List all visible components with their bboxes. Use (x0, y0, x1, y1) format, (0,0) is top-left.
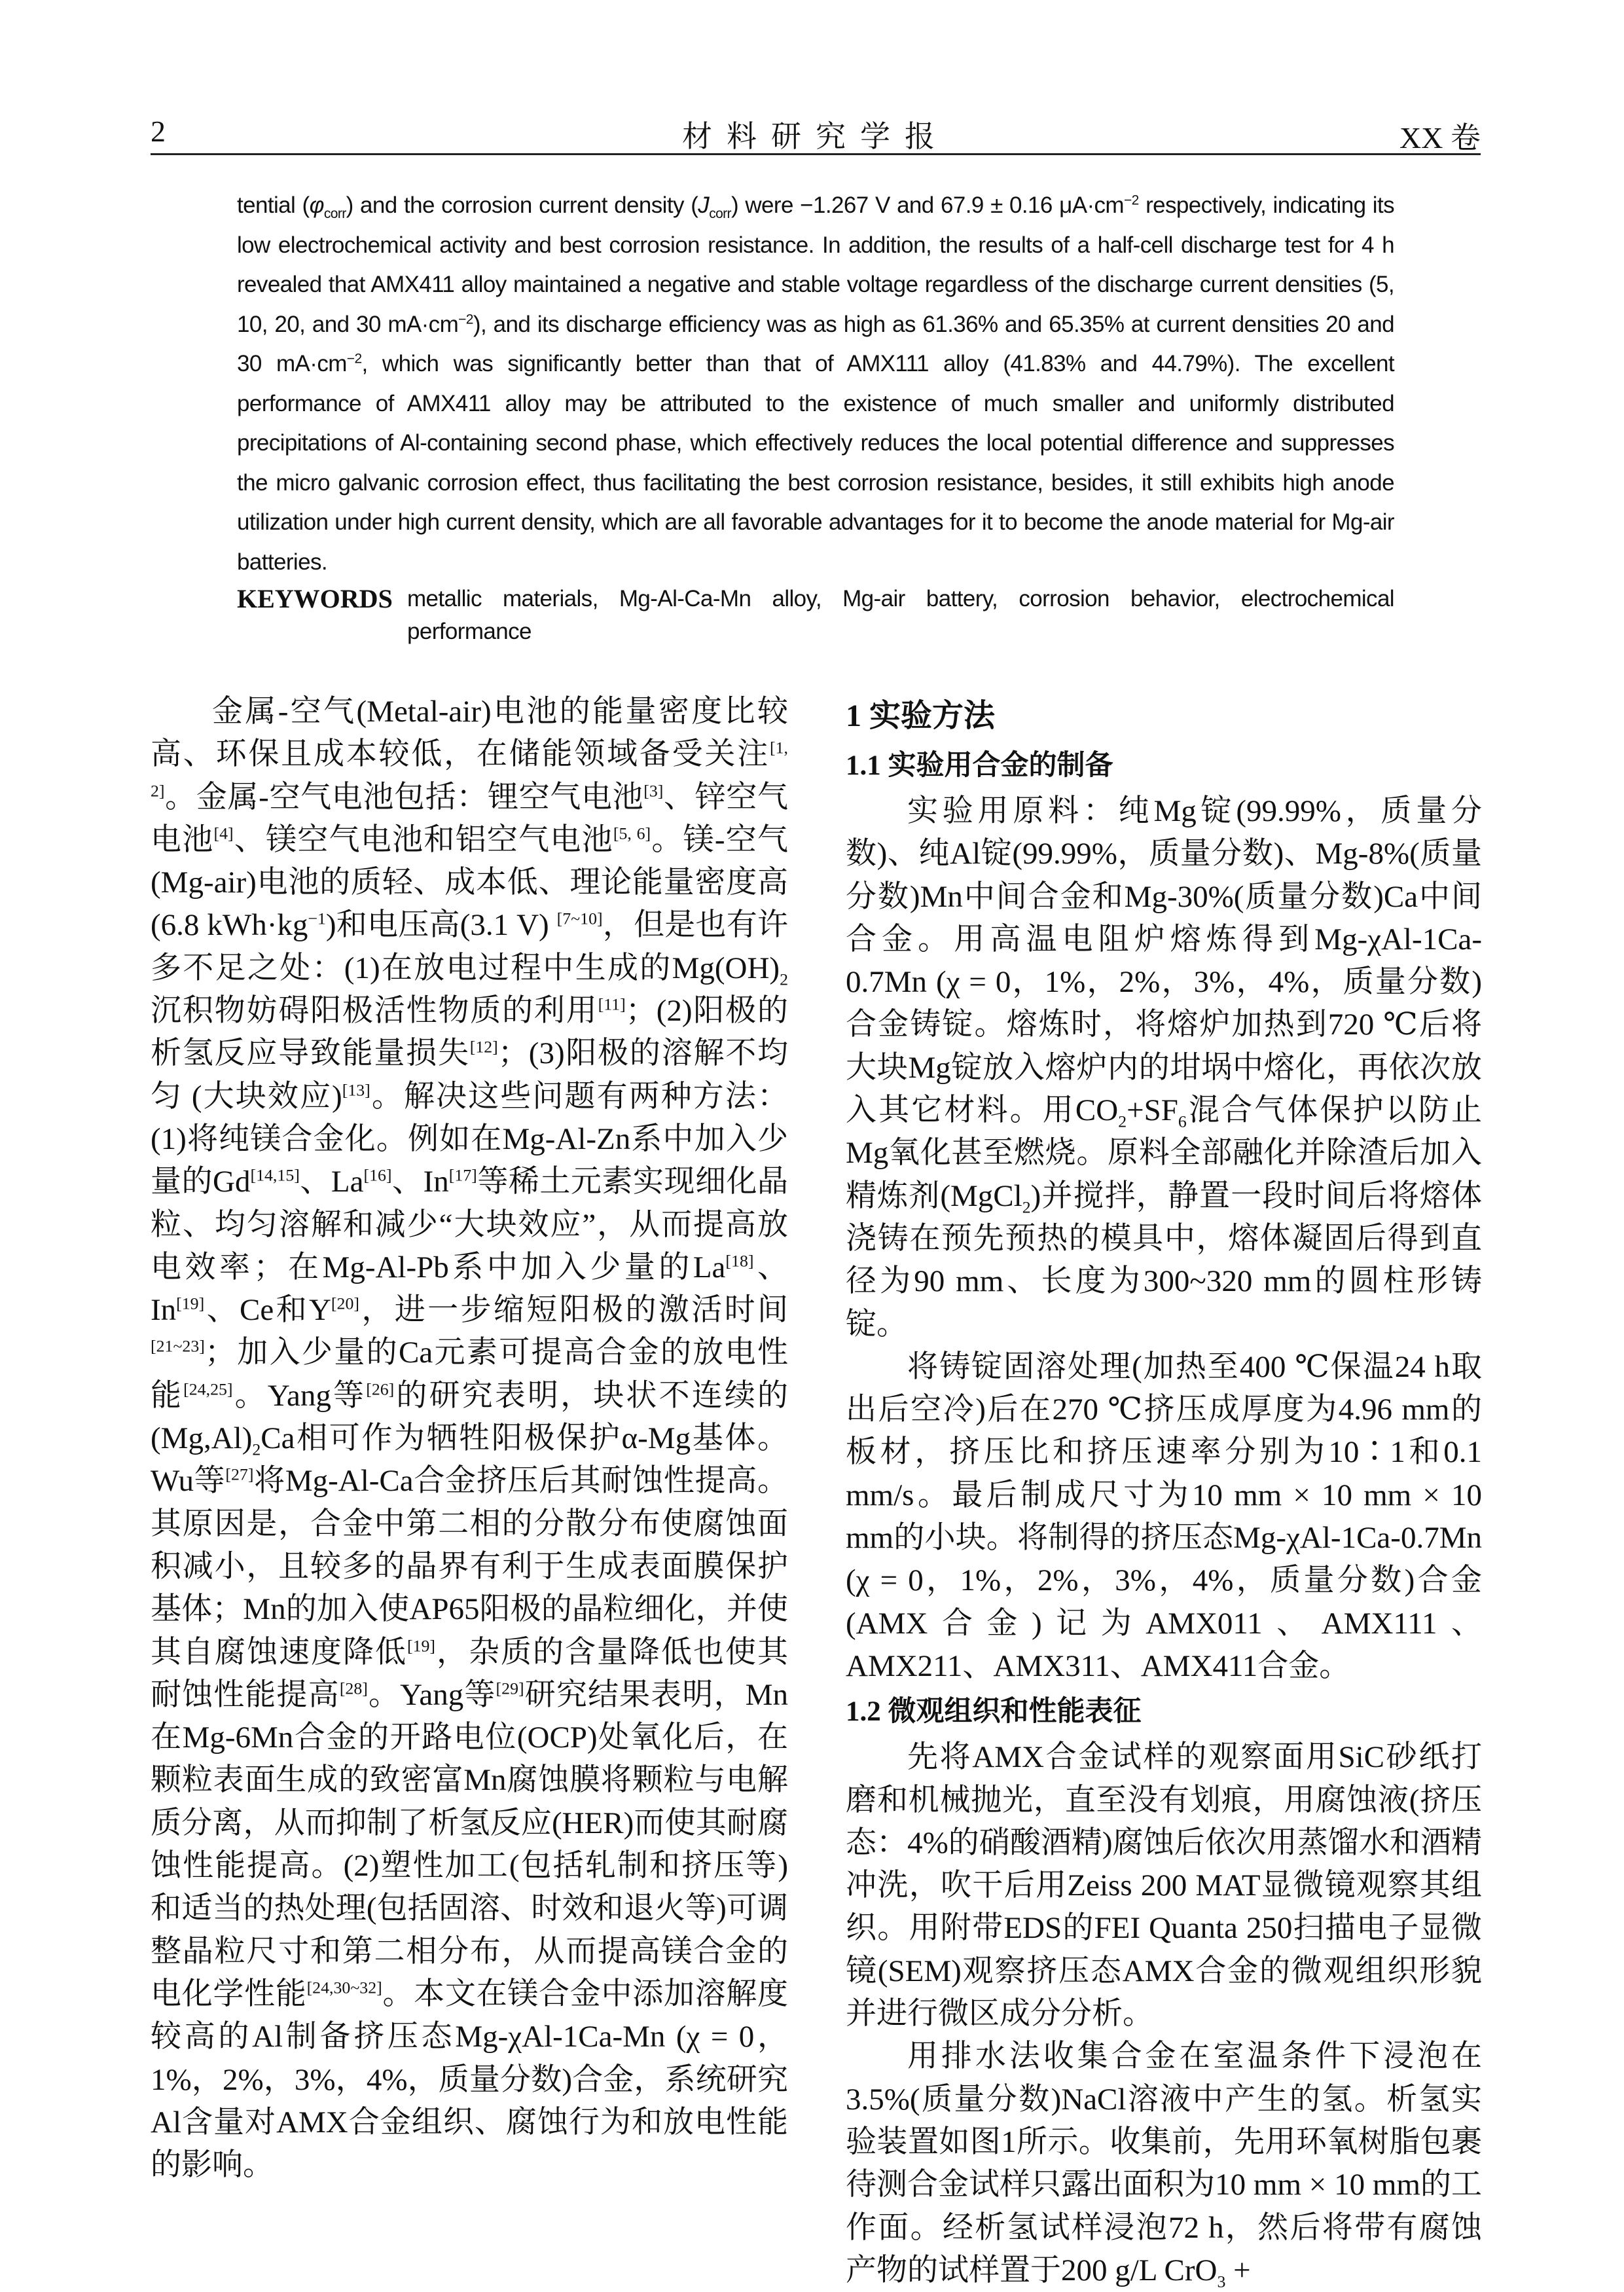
italic-symbol: J (698, 192, 710, 218)
text-run: ), and its discharge efficiency was as high as 61.36% and 65.35% at current densities 20 and 30 mA·cm (237, 311, 1394, 376)
superscript: −2 (346, 351, 362, 367)
text-run: 。解决这些问题有两种方法：(1)将纯镁合金化。例如在Mg-Al-Zn系中加入少量的Gd (151, 1079, 788, 1199)
page-number: 2 (151, 115, 166, 148)
superscript: [21~23] (151, 1336, 205, 1356)
subscript: 2 (780, 970, 788, 989)
volume-label: XX 卷 (1399, 121, 1481, 155)
text-run: Ca相可作为牺牲阳极保护α-Mg基体。Wu等 (151, 1421, 788, 1499)
text-run: )并搅拌，静置一段时间后将熔体浇铸在预先预热的模具中，熔体凝固后得到直径为90 mm、长度为300~320 mm的圆柱形铸锭。 (846, 1178, 1482, 1341)
text-run: respectively, indicating its low electrochemical activity and best corrosion resistance. In addition, the results of a half-cell discharge test for 4 h revealed that AMX411 alloy maintained a negative and stable voltage regardless of the discharge current densities (5, 10, 20, and 30 mA·cm (237, 192, 1394, 337)
paragraph (846, 2035, 1482, 2292)
superscript: [19] (406, 1635, 436, 1655)
text-run: ，进一步缩短阳极的激活时间 (359, 1293, 789, 1328)
subsection-heading: 1.1 实验用合金的制备 (846, 750, 1113, 781)
text-run: 混合气体保护以防止Mg氧化甚至燃烧。原料全部融化并除渣后加入精炼剂(MgCl (846, 1093, 1483, 1213)
text-run: ，但是也有许多不足之处：(1)在放电过程中生成的Mg(OH) (151, 908, 788, 985)
abstract-text (237, 186, 1394, 582)
superscript: [27] (225, 1464, 254, 1484)
keywords (237, 583, 1394, 648)
subscript: corr (323, 206, 346, 221)
text-run: +SF (1127, 1093, 1178, 1128)
text-run: 、In (151, 1250, 788, 1328)
superscript: [7~10] (556, 909, 603, 928)
superscript: [29] (496, 1679, 524, 1698)
text-run: ，杂质的含量降低也使其耐蚀性能提高 (151, 1635, 789, 1712)
text-run: ；加入少量的Ca元素可提高合金的放电性能 (151, 1336, 788, 1413)
text-run: 、锌空气电池 (151, 780, 788, 857)
superscript: [24,30~32] (306, 1978, 382, 1997)
text-run: 、In (391, 1165, 449, 1199)
superscript: [18] (725, 1251, 754, 1271)
text-run: 用排水法收集合金在室温条件下浸泡在3.5%(质量分数)NaCl溶液中产生的氢。析氢实验装置如图1所示。收集前，先用环氧树脂包裹待测合金试样只露出面积为10 mm × 10 mm的工作面。经析氢试样浸泡72 h，然后将带有腐蚀产物的试样置于200 g/L CrO (846, 2039, 1482, 2287)
text-run: 、镁空气电池和铝空气电池 (233, 822, 613, 857)
text-run: ；(3)阳极的溶解不均匀 (大块效应) (151, 1036, 789, 1114)
keywords-label: KEYWORDS (237, 584, 393, 613)
superscript: −2 (1123, 192, 1139, 208)
subscript: 2 (252, 1440, 261, 1459)
right-column (846, 691, 1482, 2292)
left-column (151, 691, 788, 2187)
paragraph (151, 691, 788, 2187)
subsection-heading: 1.2 微观组织和性能表征 (846, 1696, 1142, 1728)
text-run: 研究结果表明，Mn在Mg-6Mn合金的开路电位(OCP)处氧化后，在颗粒表面生成的致密富Mn腐蚀膜将颗粒与电解质分离，从而抑制了析氢反应(HER)而使其耐腐蚀性能提高。(2)塑性加工(包括轧制和挤压等)和适当的热处理(包括固溶、时效和退火等)可调整晶粒尺寸和第二相分布，从而提高镁合金的电化学性能 (151, 1677, 788, 2011)
paragraph (846, 1346, 1482, 1688)
superscript: −1 (308, 909, 326, 928)
text-run: 实验用原料：纯Mg锭(99.99%，质量分数)、纯Al锭(99.99%，质量分数)、Mg-8%(质量分数)Mn中间合金和Mg-30%(质量分数)Ca中间合金。用高温电阻炉熔炼得到Mg-χAl-1Ca-0.7Mn (χ = 0，1%，2%，3%，4%，质量分数)合金铸锭。熔炼时，将熔炉加热到720 ℃后将大块Mg锭放入熔炉内的坩埚中熔化，再依次放入其它材料。用CO (846, 794, 1482, 1128)
text-run: tential ( (237, 192, 310, 218)
text-run: ) and the corrosion current density ( (346, 192, 698, 218)
subscript: corr (709, 206, 731, 221)
paragraph (846, 790, 1482, 1346)
abstract (237, 186, 1394, 582)
superscript: [17] (448, 1165, 477, 1185)
superscript: [5, 6] (613, 824, 651, 843)
subscript: 6 (1178, 1112, 1187, 1131)
paragraph (846, 1736, 1482, 2035)
subscript: 2 (1118, 1112, 1127, 1131)
journal-title: 材料研究学报 (682, 120, 949, 153)
superscript: [20] (331, 1294, 359, 1313)
superscript: [28] (339, 1679, 368, 1698)
running-header (151, 110, 1481, 155)
text-run: 将Mg-Al-Ca合金挤压后其耐蚀性提高。其原因是，合金中第二相的分散分布使腐蚀面积减小，且较多的晶界有利于生成表面膜保护基体；Mn的加入使AP65阳极的晶粒细化，并使其自腐蚀速度降低 (151, 1464, 788, 1669)
subscript: 3 (1217, 2272, 1226, 2291)
text-run: 等稀土元素实现细化晶粒、均匀溶解和减少“大块效应”，从而提高放电效率；在Mg-Al-Pb系中加入少量的La (151, 1165, 788, 1284)
superscript: [16] (363, 1165, 392, 1185)
text-run: 沉积物妨碍阳极活性物质的利用 (151, 994, 598, 1028)
italic-symbol: φ (309, 192, 324, 218)
superscript: [11] (598, 994, 626, 1014)
text-run: 、La (299, 1165, 364, 1199)
text-run: 。Yang等 (232, 1378, 367, 1413)
subscript: 2 (1022, 1197, 1031, 1217)
text-run: 金属-空气(Metal-air)电池的能量密度比较高、环保且成本较低，在储能领域备受关注 (151, 695, 788, 772)
keywords-text: metallic materials, Mg-Al-Ca-Mn alloy, Mg-air battery, corrosion behavior, electrochemical performance (407, 586, 1394, 644)
text-run: 。Yang等 (367, 1677, 496, 1712)
text-run: + (1225, 2253, 1251, 2287)
text-run: )和电压高(3.1 V) (325, 908, 557, 943)
text-run: 的研究表明，块状不连续的(Mg,Al) (151, 1378, 789, 1456)
text-run: 。金属-空气电池包括：锂空气电池 (164, 780, 644, 814)
superscript: [4] (213, 824, 234, 843)
superscript: [1, 2] (151, 738, 788, 800)
superscript: [24,25] (183, 1379, 233, 1399)
superscript: [14,15] (250, 1165, 300, 1185)
text-run: ) were −1.267 V and 67.9 ± 0.16 μA·cm (731, 192, 1124, 218)
text-run: 。镁-空气(Mg-air)电池的质轻、成本低、理论能量密度高(6.8 kWh·kg (151, 822, 789, 943)
superscript: [19] (176, 1294, 205, 1313)
text-run: 先将AMX合金试样的观察面用SiC砂纸打磨和机械抛光，直至没有划痕，用腐蚀液(挤压态：4%的硝酸酒精)腐蚀后依次用蒸馏水和酒精冲洗，吹干后用Zeiss 200 MAT显微镜观察其组织。用附带EDS的FEI Quanta 250扫描电子显微镜(SEM)观察挤压态AMX合金的微观组织形貌并进行微区成分分析。 (846, 1740, 1482, 2031)
text-run: 、Ce和Y (204, 1293, 331, 1328)
superscript: [13] (342, 1080, 370, 1100)
superscript: [26] (366, 1379, 395, 1399)
text-run: 。本文在镁合金中添加溶解度较高的Al制备挤压态Mg-χAl-1Ca-Mn (χ = 0，1%，2%，3%，4%，质量分数)合金，系统研究Al含量对AMX合金组织、腐蚀行为和放电性能的影响。 (151, 1976, 789, 2183)
superscript: [3] (643, 780, 664, 800)
section-heading: 1 实验方法 (846, 699, 996, 733)
text-run: , which was significantly better than that of AMX111 alloy (41.83% and 44.79%). The excellent performance of AMX411 alloy may be attributed to the existence of much smaller and uniformly distributed precipitations of Al-containing second phase, which effectively reduces the local potential difference and suppresses the micro galvanic corrosion effect, thus facilitating the best corrosion resistance, besides, it still exhibits high anode utilization under high current density, which are all favorable advantages for it to become the anode material for Mg-air batteries. (237, 351, 1394, 575)
text-run: 将铸锭固溶处理(加热至400 ℃保温24 h取出后空冷)后在270 ℃挤压成厚度为4.96 mm的板材，挤压比和挤压速率分别为10∶1和0.1 mm/s。最后制成尺寸为10 mm × 10 mm × 10 mm的小块。将制得的挤压态Mg-χAl-1Ca-0.7Mn (χ = 0，1%，2%，3%，4%，质量分数)合金(AMX合金)记为AMX011、AMX111、AMX211、AMX311、AMX411合金。 (846, 1349, 1482, 1683)
text-run: ；(2)阳极的析氢反应导致能量损失 (151, 994, 788, 1071)
superscript: [12] (469, 1037, 498, 1057)
superscript: −2 (458, 311, 473, 327)
